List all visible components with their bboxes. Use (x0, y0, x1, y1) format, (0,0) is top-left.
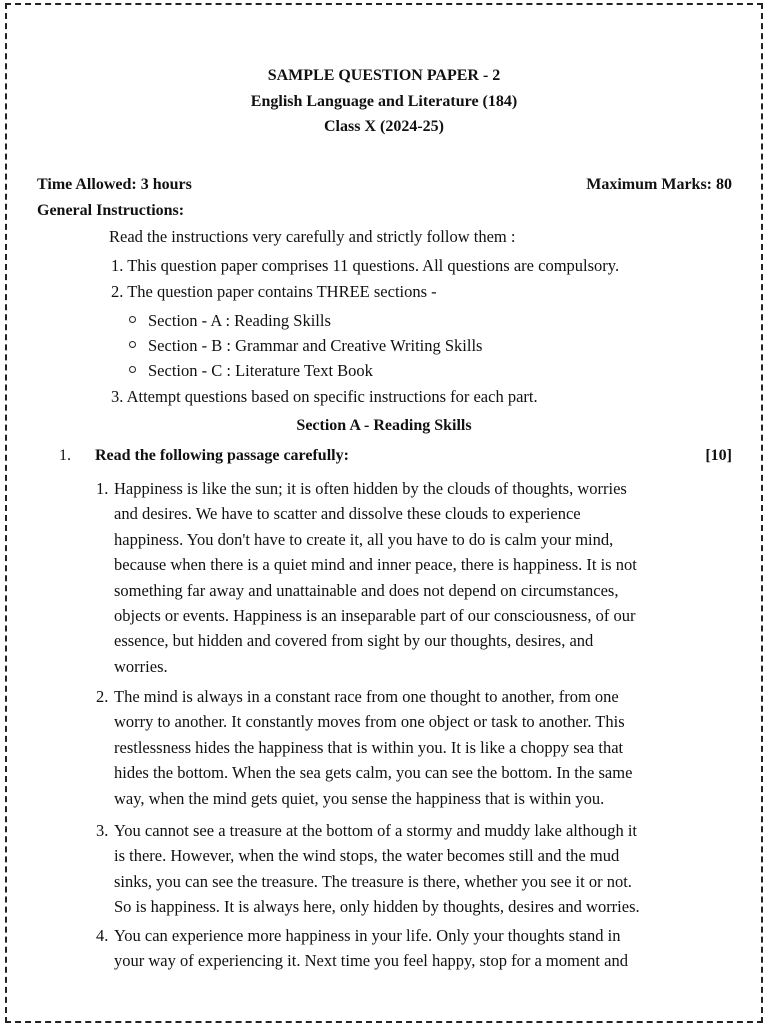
time-allowed: Time Allowed: 3 hours (37, 176, 192, 193)
circle-bullet-icon (129, 341, 136, 348)
paragraph-line: essence, but hidden and covered from sight by our thoughts, desires, and (114, 631, 594, 651)
paragraph-text (114, 818, 716, 920)
paragraph-line: objects or events. Happiness is an inseparable part of our consciousness, of our (114, 606, 636, 626)
paragraph-line: is there. However, when the wind stops, the water becomes still and the mud (114, 846, 620, 866)
paragraph-line: because when there is a quiet mind and inner peace, there is happiness. It is not (114, 555, 637, 575)
instruction-number: 2. (111, 282, 124, 301)
paragraph-number: 2. (96, 687, 109, 706)
paragraph-text (114, 684, 716, 811)
paragraph-line: So is happiness. It is always here, only hidden by thoughts, desires and worries. (114, 897, 640, 917)
instruction-text: The question paper contains THREE sections - (127, 282, 437, 301)
paragraph-text (114, 923, 716, 974)
paragraph-line: worries. (114, 656, 168, 676)
paper-class: Class X (2024-25) (324, 118, 444, 135)
paragraph-number: 1. (96, 479, 109, 498)
instruction-number: 3. (111, 387, 124, 406)
paragraph-line: hides the bottom. When the sea gets calm, you can see the bottom. In the same (114, 763, 633, 783)
general-instructions-heading: General Instructions: (37, 202, 185, 219)
paragraph-line: You cannot see a treasure at the bottom of a stormy and muddy lake although it (114, 821, 637, 840)
passage-paragraph-2 (96, 684, 716, 811)
paper-subject: English Language and Literature (184) (250, 93, 518, 110)
instruction-text: This question paper comprises 11 questions. All questions are compulsory. (127, 256, 620, 275)
paragraph-line: and desires. We have to scatter and dissolve these clouds to experience (114, 504, 581, 524)
paragraph-line: You can experience more happiness in your life. Only your thoughts stand in (114, 926, 621, 945)
passage-paragraph-3 (96, 818, 716, 920)
question-number: 1. (59, 447, 71, 464)
instruction-item-2 (111, 282, 437, 302)
paragraph-line: sinks, you can see the treasure. The treasure is there, whether you see it or not. (114, 871, 632, 891)
paragraph-line: The mind is always in a constant race from one thought to another, from one (114, 687, 619, 706)
circle-bullet-icon (129, 366, 136, 373)
paragraph-line: your way of experiencing it. Next time you feel happy, stop for a moment and (114, 951, 628, 971)
instructions-intro: Read the instructions very carefully and strictly follow them : (109, 227, 516, 246)
instruction-item-3 (111, 387, 538, 407)
paragraph-line: way, when the mind gets quiet, you sense the happiness that is within you. (114, 788, 605, 808)
section-a-heading: Section A - Reading Skills (296, 417, 472, 434)
question-prompt: Read the following passage carefully: (95, 447, 349, 464)
paragraph-number: 3. (96, 821, 109, 840)
paragraph-line: happiness. You don't have to create it, all you have to do is calm your mind, (114, 529, 614, 549)
paragraph-line: Happiness is like the sun; it is often hidden by the clouds of thoughts, worries (114, 479, 627, 498)
section-item-b: Section - B : Grammar and Creative Writing Skills (148, 336, 483, 355)
paragraph-text (114, 476, 716, 679)
section-item-c: Section - C : Literature Text Book (148, 361, 373, 380)
paper-title: SAMPLE QUESTION PAPER - 2 (267, 67, 501, 84)
maximum-marks: Maximum Marks: 80 (586, 176, 732, 193)
passage-paragraph-4 (96, 923, 716, 974)
passage-paragraph-1 (96, 476, 716, 679)
paragraph-line: something far away and unattainable and does not depend on circumstances, (114, 580, 619, 600)
circle-bullet-icon (129, 316, 136, 323)
instruction-item-1 (111, 256, 619, 276)
paragraph-line: worry to another. It constantly moves from one object or task to another. This (114, 712, 625, 732)
paragraph-number: 4. (96, 926, 109, 945)
question-marks: [10] (705, 447, 732, 464)
instruction-number: 1. (111, 256, 124, 275)
section-item-a: Section - A : Reading Skills (148, 311, 331, 330)
paragraph-line: restlessness hides the happiness that is within you. It is like a choppy sea that (114, 737, 624, 757)
instruction-text: Attempt questions based on specific instructions for each part. (126, 387, 538, 406)
